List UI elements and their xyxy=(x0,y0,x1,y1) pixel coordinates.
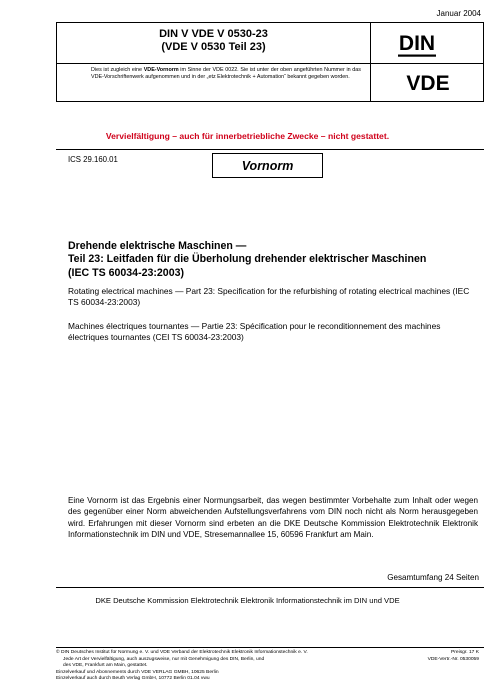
footer-line: © DIN Deutsches Institut für Normung e. V. und VDE Verband der Elektrotechnik Elektronik Informationstechnik e. V. xyxy=(56,650,308,655)
vde-notice xyxy=(91,67,361,82)
din-logo-text: DIN xyxy=(398,32,436,55)
vde-notice-pre: Dies ist zugleich eine xyxy=(91,67,144,73)
header-box xyxy=(56,22,484,102)
title-german-line2: Teil 23: Leitfaden für die Überholung drehender elektrischer Maschinen xyxy=(68,253,427,266)
vornorm-description: Eine Vornorm ist das Ergebnis einer Normungsarbeit, das wegen bestimmter Vorbehalte zum Inhalt oder wegen des gegenüber einer Norm abweichenden Aufstellungsverfahrens vom DIN noch nicht als Norm herausgegeben wird. Erfahrungen mit dieser Vornorm sind erbeten an die DKE Deutsche Kommission Elektrotechnik Elektronik Informationstechnik im DIN und VDE, Stresemannallee 15, 60596 Frankfurt am Main. xyxy=(68,496,478,540)
divider-top xyxy=(56,149,484,150)
header-divider-horizontal xyxy=(57,63,483,64)
din-logo xyxy=(397,27,437,58)
vde-notice-post: im Sinne der VDE 0022. Sie ist unter der oben angeführten Nummer in das VDE-Vorschriftenwerk aufgenommen und in der „etz Elektrotechnik + Automation“ bekannt gegeben worden. xyxy=(91,67,361,81)
order-number: VDE-Vertr.-Nr. 0530059 xyxy=(427,656,479,662)
footer-line: Jede Art der Vervielfältigung, auch auszugsweise, nur mit Genehmigung des DIN, Berlin, und xyxy=(63,656,265,662)
document-number xyxy=(57,28,370,54)
footer-line: des VDE, Frankfurt am Main, gestattet. xyxy=(63,663,148,669)
publisher: DKE Deutsche Kommission Elektrotechnik Elektronik Informationstechnik im DIN und VDE xyxy=(95,596,400,605)
price-group: Preisgr. 17 K xyxy=(451,650,479,655)
vde-logo xyxy=(385,71,471,93)
title-french: Machines électriques tournantes — Partie 23: Spécification pour le reconditionnement des machines électriques tournantes (CEI TS 60034-23:2003) xyxy=(68,321,441,343)
document-number-din: DIN V VDE V 0530-23 xyxy=(159,28,268,40)
divider-footer xyxy=(56,647,484,648)
title-german-line1: Drehende elektrische Maschinen — xyxy=(68,240,247,252)
vde-notice-bold: VDE-Vornorm xyxy=(143,67,179,73)
footer-price xyxy=(428,650,479,663)
total-pages: Gesamtumfang 24 Seiten xyxy=(387,573,479,582)
title-english: Rotating electrical machines — Part 23: Specification for the refurbishing of rotating electrical machines (IEC TS 60034-23:2003) xyxy=(68,286,470,308)
vde-logo-text: VDE xyxy=(406,72,450,93)
ics-code: ICS 29.160.01 xyxy=(68,155,118,164)
divider-bottom xyxy=(56,587,484,588)
title-german-line3: (IEC TS 60034-23:2003) xyxy=(68,266,185,279)
document-type: Vornorm xyxy=(241,159,294,173)
footer-copyright xyxy=(56,650,386,683)
title-german xyxy=(68,240,478,280)
issue-date: Januar 2004 xyxy=(436,9,481,18)
footer-line: Einzelverkauf auch durch Beuth Verlag GmbH, 10772 Berlin 01.04 vwu xyxy=(56,676,210,682)
header-divider-vertical xyxy=(370,23,371,101)
document-number-vde: (VDE V 0530 Teil 23) xyxy=(161,41,266,53)
reproduction-notice: Vervielfältigung – auch für innerbetriebliche Zwecke – nicht gestattet. xyxy=(105,131,390,141)
footer-line: Einzelverkauf und Abonnements durch VDE VERLAG GMBH, 10625 Berlin xyxy=(56,669,219,675)
document-type-box xyxy=(212,153,323,178)
